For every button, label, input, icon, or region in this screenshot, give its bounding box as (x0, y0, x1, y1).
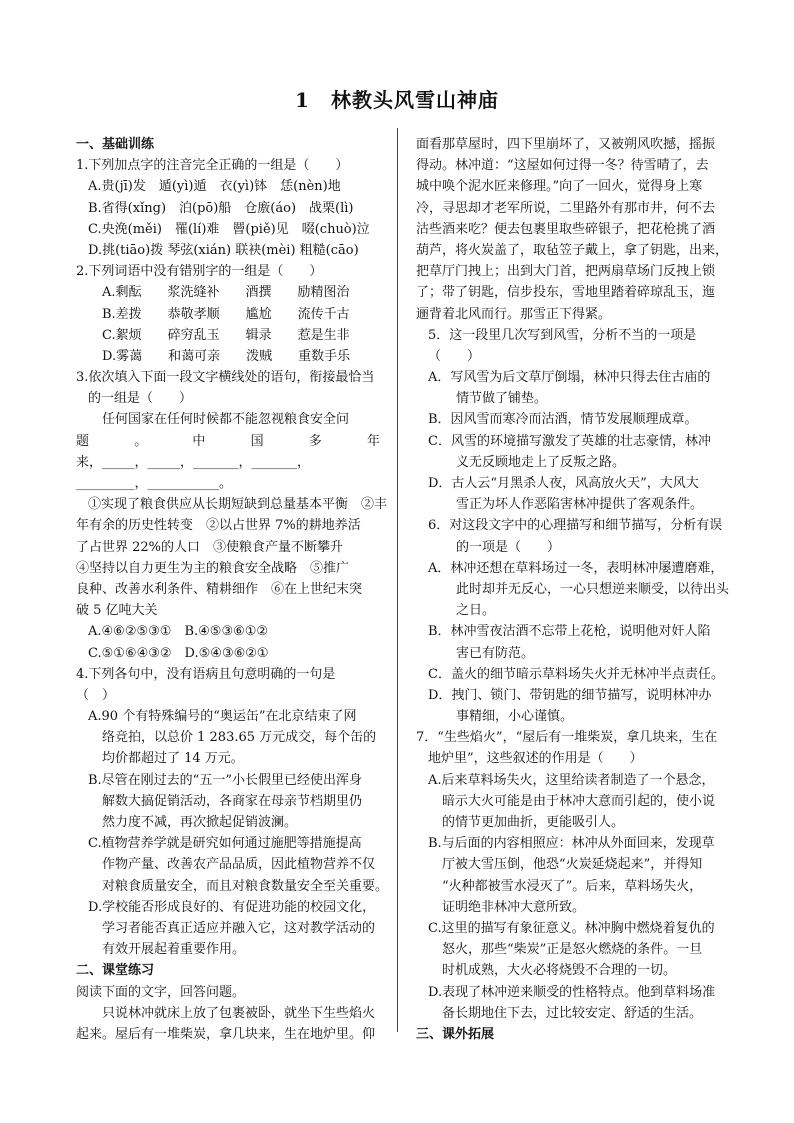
text-line: 破 5 亿吨大关 (76, 603, 158, 619)
text-line: 此时却并无反心，一心只想逆来顺受，以待出头 (456, 581, 730, 597)
text-line: 时机成熟，大火必将烧毁不合理的一切。 (442, 963, 677, 979)
text-line: 怒火，那些“柴炭”正是怒火燃烧的条件。一旦 (442, 942, 703, 958)
text-line: 3.依次填入下面一段文字横线处的语句，衔接最恰当 (76, 370, 375, 386)
text-line: 雪正为坏人作恶陷害林冲提供了客观条件。 (456, 497, 704, 513)
text-line: _________，___________。 (76, 476, 233, 491)
text-line: 2.下列词语中没有错别字的一组是（ ） (76, 264, 323, 280)
text-line: 了；带了钥匙，信步投东，雪地里踏着碎琼乱玉，迤 (416, 285, 716, 301)
text-line: B.差拨 恭敬孝顺 尴尬 流传千古 (102, 306, 350, 322)
text-line: D.学校能否形成良好的、有促进功能的校园文化， (88, 899, 376, 915)
column-divider (397, 128, 398, 1032)
text-line: C.央浼(měi) 罹(lí)难 罾(piě)见 啜(chuò)泣 (88, 221, 370, 237)
section-heading: 一、基础训练 (76, 137, 155, 152)
text-line: 的情节更加曲折，更能吸引人。 (442, 815, 625, 830)
text-line: 作物产量、改善农产品品质，因此植物营养不仅 (102, 857, 376, 873)
text-line: B．因风雪而寒冷而沽酒，情节发展顺理成章。 (428, 412, 698, 428)
text-line: 对粮食质量安全，而且对粮食数量安全至关重要。 (102, 878, 389, 894)
text-fragment: 多 (308, 433, 322, 449)
text-line: 地炉里”，这些叙述的作用是（ ） (428, 751, 643, 767)
text-line: 害已有防范。 (456, 645, 535, 661)
text-line: 年有余的历史性转变 ②以占世界 7%的耕地养活 (76, 518, 361, 534)
text-line: 良种、改善水利条件、精耕细作 ⑥在上世纪末突 (76, 581, 363, 597)
text-line: 沽些酒来吃？便去包裹里取些碎银子，把花枪挑了酒 (416, 221, 716, 237)
text-line: 的一项是（ ） (456, 539, 561, 555)
right-column (416, 134, 730, 1045)
text-line: ④坚持以自力更生为主的粮食安全战略 ⑤推广 (76, 560, 350, 576)
text-line: 厅被大雪压倒，他恐“火炭延烧起来”，并得知 (442, 857, 703, 873)
text-line: 事精细，小心谨慎。 (456, 709, 574, 725)
text-line: “火种都被雪水浸灭了”。后来，草料场失火， (442, 878, 703, 894)
left-column (76, 134, 389, 1045)
text-line: A.剩酝 浆洗缝补 酒撰 励精图治 (102, 285, 350, 301)
text-line: 4.下列各句中，没有语病且句意明确的一句是 (76, 666, 336, 682)
text-line (76, 431, 380, 452)
page-title: 1 林教头风雪山神庙 (295, 88, 499, 112)
text-fragment: 题 (76, 433, 90, 449)
text-line: 1.下列加点字的注音完全正确的一组是（ ） (76, 158, 349, 174)
text-line: D.表现了林冲逆来顺受的性格特点。他到草料场准 (428, 984, 716, 1000)
text-line: 情节做了铺垫。 (456, 391, 548, 407)
text-line: 得动。林冲道：“这屋如何过得一冬？待雪晴了，去 (416, 158, 709, 174)
text-line: 备长期地住下去，过比较安定、舒适的生活。 (442, 1005, 703, 1021)
text-line: 7．“生些焰火”，“屋后有一堆柴炭，拿几块来，生在 (416, 730, 718, 746)
text-line: 了占世界 22%的人口 ③使粮食产量不断攀升 (76, 539, 344, 555)
text-line: （ ） (76, 687, 116, 703)
text-line: B.尽管在刚过去的“五一”小长假里已经使出浑身 (88, 772, 362, 788)
text-line: C.植物营养学就是研究如何通过施肥等措施提高 (88, 836, 362, 852)
text-line: C．盖火的细节暗示草料场失火并无林冲半点责任。 (428, 666, 724, 682)
text-line: 逦背着北风而行。那雪正下得紧。 (416, 306, 612, 322)
text-line: ①实现了粮食供应从长期短缺到总量基本平衡 ②丰 (88, 497, 388, 513)
text-line: 阅读下面的文字，回答问题。 (76, 984, 246, 1000)
text-line: 5．这一段里几次写到风雪，分析不当的一项是 (428, 327, 697, 343)
text-line: D．拽门、锁门、带钥匙的细节描写，说明林冲办 (428, 687, 712, 703)
text-line: 起来。屋后有一堆柴炭，拿几块来，生在地炉里。仰 (76, 1026, 376, 1042)
text-line: A.贵(jī)发 遁(yì)遁 衣(yì)钵 恁(nèn)地 (88, 179, 341, 195)
text-line: A．写风雪为后文草厅倒塌，林冲只得去住古庙的 (428, 370, 711, 386)
text-line: （ ） (428, 348, 481, 364)
text-line: 义无反顾地走上了反叛之路。 (456, 454, 626, 470)
text-line: B.省得(xǐng) 泊(pō)船 仓廒(áo) 战栗(lì) (88, 200, 354, 216)
text-line: 暗示大火可能是由于林冲大意而引起的，使小说 (442, 793, 716, 809)
text-line: 只说林冲就床上放了包裹被卧，就坐下生些焰火 (102, 1005, 376, 1021)
text-fragment: 。 (134, 433, 148, 449)
text-line: 有效开展起着重要作用。 (102, 942, 246, 958)
text-line: 解数大搞促销活动，各商家在母亲节档期里仍 (102, 793, 363, 809)
text-line: C．风雪的环境描写激发了英雄的壮志豪情，林冲 (428, 433, 711, 449)
text-fragment: 年 (366, 433, 380, 449)
text-line: 之日。 (456, 603, 496, 619)
text-line: D.雾蔼 和蔼可亲 泼贼 重数手乐 (102, 348, 351, 364)
text-line: 冷，寻思却才老军所说，二里路外有那市井，何不去 (416, 200, 716, 216)
text-line: 络竞拍，以总价 1 283.65 万元成交，每个缶的 (102, 730, 377, 746)
section-heading: 二、课堂练习 (76, 963, 155, 979)
text-line: 证明绝非林冲大意所致。 (442, 899, 586, 915)
text-line: A．林冲还想在草料场过一冬，表明林冲屡遭磨难， (428, 560, 724, 576)
text-line: 面看那草屋时，四下里崩坏了，又被朔风吹撼，摇振 (416, 137, 716, 152)
text-fragment: 任何国家在任何时候都不能忽视粮食安全问 (76, 412, 350, 428)
text-line: A.90 个有特殊编号的“奥运缶”在北京结束了网 (88, 709, 357, 725)
text-line: C.这里的描写有象征意义。林冲胸中燃烧着复仇的 (428, 920, 715, 936)
text-line: 的一组是（ ） (88, 391, 193, 407)
section-heading: 三、课外拓展 (416, 1026, 495, 1042)
text-fragment: 国 (250, 433, 264, 449)
text-line: C.⑤①⑥④③② D.⑤④③⑥②① (88, 645, 269, 661)
text-line: 然力度不减，再次掀起促销波澜。 (102, 815, 298, 830)
text-fragment: 中 (192, 433, 206, 449)
text-line: B．林冲雪夜沽酒不忘带上花枪，说明他对奸人陷 (428, 624, 711, 640)
text-line: A.后来草料场失火，这里给读者制造了一个悬念， (428, 772, 715, 788)
text-line: A.④⑥②⑤③① B.④⑤③⑥①② (88, 624, 269, 640)
text-line: 城中唤个泥水匠来修理。”向了一回火，觉得身上寒 (416, 179, 703, 195)
text-line: 把草厅门拽上；出到大门首，把两扇草场门反拽上锁 (416, 264, 716, 280)
text-line: D.挑(tiāo)拨 琴弦(xián) 联袂(mèi) 粗糙(cāo) (88, 242, 359, 258)
text-line: 葫芦，将火炭盖了，取毡笠子戴上，拿了钥匙，出来， (416, 242, 729, 258)
text-line: 来，_____，_____，_______，_______， (76, 454, 311, 470)
text-line: C.絮烦 碎穷乱玉 辑录 惹是生非 (102, 327, 350, 343)
text-line: 学习者能否真正适应并融入它，这对教学活动的 (102, 920, 376, 936)
text-line: 6．对这段文字中的心理描写和细节描写，分析有误 (428, 518, 723, 534)
text-line (76, 409, 380, 430)
text-line: D．古人云“月黑杀人夜，风高放火天”，大风大 (428, 476, 699, 491)
text-line: 均价都超过了 14 万元。 (102, 751, 244, 767)
text-line: B.与后面的内容相照应：林冲从外面回来，发现草 (428, 836, 715, 852)
